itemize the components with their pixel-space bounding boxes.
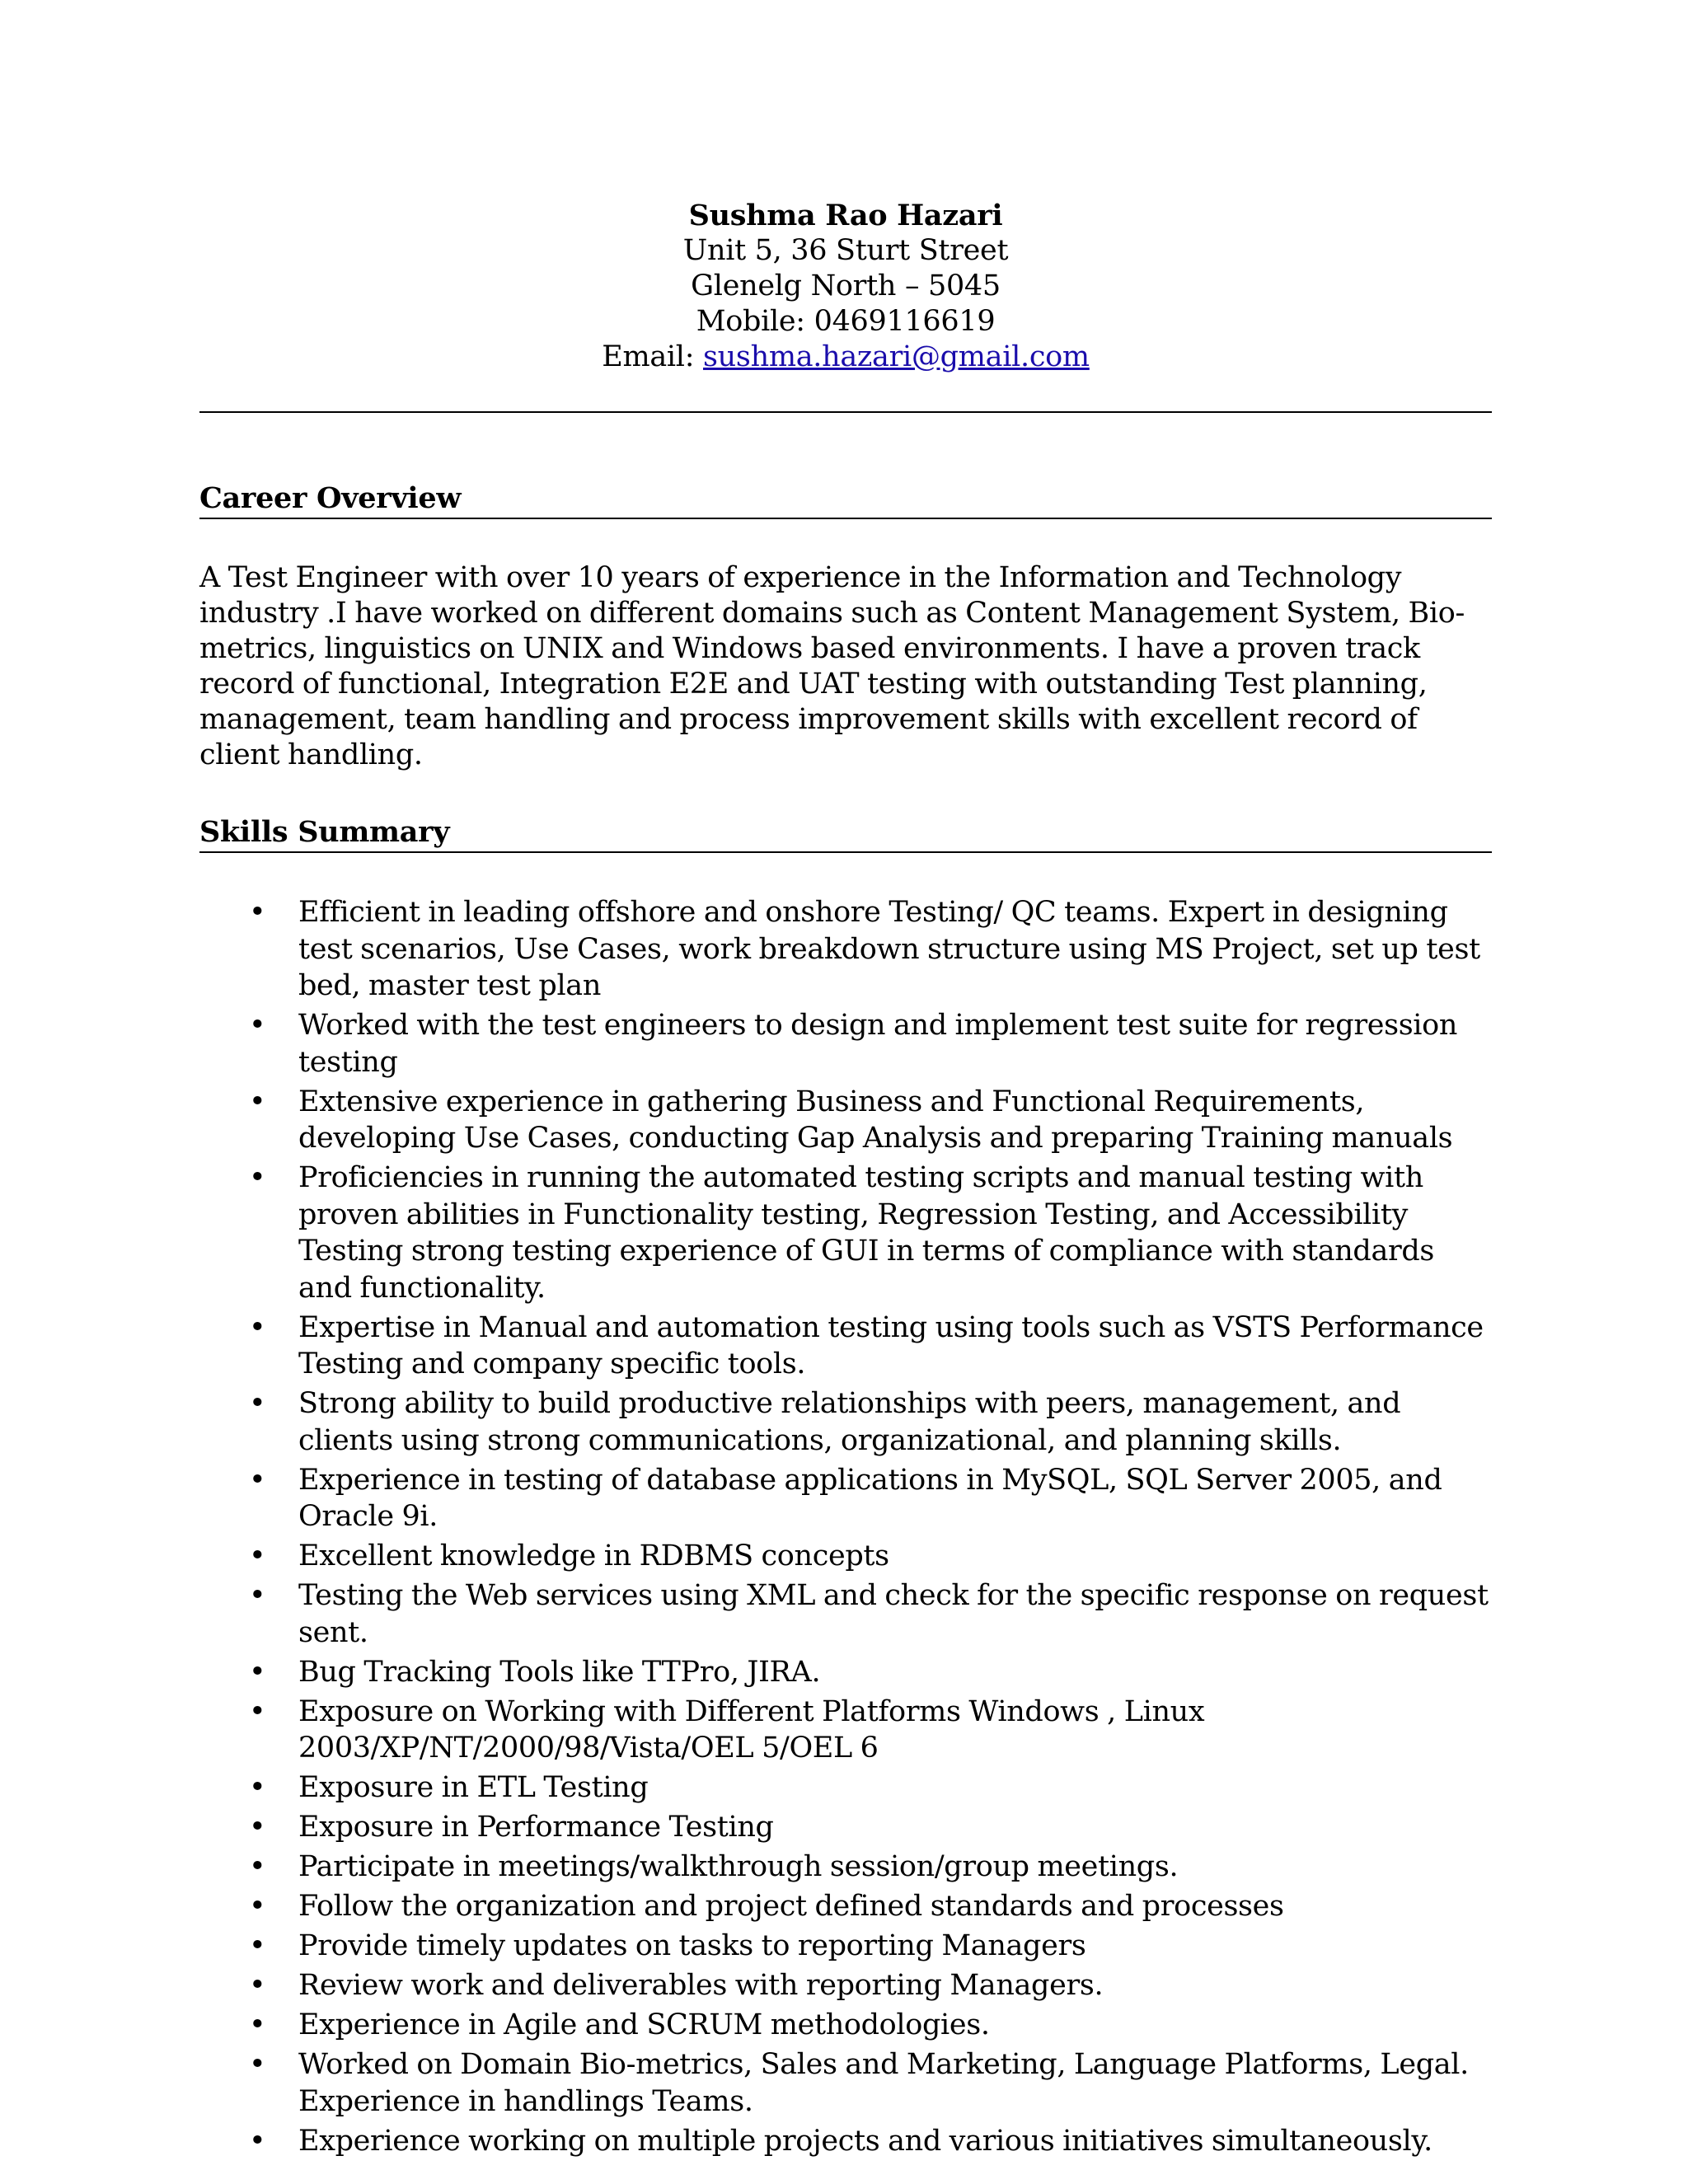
address-line-1: Unit 5, 36 Sturt Street bbox=[682, 234, 1009, 267]
list-item bbox=[199, 1849, 1492, 1886]
address-line-2: Glenelg North – 5045 bbox=[691, 269, 1001, 302]
list-item-text: Expertise in Manual and automation testing using tools such as VSTS Performance Testing and company specific tools. bbox=[298, 1310, 1484, 1380]
skills-summary-heading: Skills Summary bbox=[199, 814, 1492, 853]
email-link[interactable]: sushma.hazari@gmail.com bbox=[703, 340, 1090, 373]
list-item bbox=[199, 2046, 1492, 2120]
list-item bbox=[199, 1928, 1492, 1965]
career-overview-heading: Career Overview bbox=[199, 480, 1492, 519]
list-item-text: Experience in Agile and SCRUM methodologies. bbox=[298, 2008, 990, 2041]
bullet-icon: • bbox=[249, 1310, 266, 1344]
bullet-icon: • bbox=[249, 2124, 266, 2158]
list-item-text: Review work and deliverables with reporting Managers. bbox=[298, 1969, 1104, 2002]
list-item-text: Participate in meetings/walkthrough session/group meetings. bbox=[298, 1850, 1179, 1883]
list-item bbox=[199, 1694, 1492, 1767]
career-overview-text: A Test Engineer with over 10 years of experience in the Information and Technology industry .I have worked on different domains such as Content Management System, Bio-metrics, linguistics on UNIX and Windows based environments. I have a proven track record of functional, Integration E2E and UAT testing with outstanding Test planning, management, team handling and process improvement skills with excellent record of client handling. bbox=[199, 561, 1465, 771]
list-item-text: Experience in testing of database applications in MySQL, SQL Server 2005, and Oracle 9i. bbox=[298, 1463, 1442, 1533]
list-item-text: Bug Tracking Tools like TTPro, JIRA. bbox=[298, 1655, 821, 1689]
list-item-text: Exposure on Working with Different Platforms Windows , Linux 2003/XP/NT/2000/98/Vista/OEL 5/OEL 6 bbox=[298, 1694, 1205, 1765]
bullet-icon: • bbox=[249, 2048, 266, 2081]
bullet-icon: • bbox=[249, 1009, 266, 1042]
bullet-icon: • bbox=[249, 1890, 266, 1923]
bullet-icon: • bbox=[249, 1463, 266, 1497]
resume-page bbox=[199, 198, 1492, 2163]
list-item bbox=[199, 1160, 1492, 1306]
skills-list bbox=[199, 894, 1492, 2159]
bullet-icon: • bbox=[249, 1387, 266, 1420]
list-item-text: Extensive experience in gathering Business and Functional Requirements, developing Use Cases, conducting Gap Analysis and preparing Training manuals bbox=[298, 1085, 1453, 1155]
list-item-text: Testing the Web services using XML and check for the specific response on request sent. bbox=[298, 1579, 1489, 1649]
list-item bbox=[199, 894, 1492, 1005]
list-item bbox=[199, 1007, 1492, 1080]
list-item bbox=[199, 1654, 1492, 1691]
list-item bbox=[199, 1888, 1492, 1925]
bullet-icon: • bbox=[249, 1811, 266, 1844]
list-item-text: Follow the organization and project defined standards and processes bbox=[298, 1890, 1284, 1923]
bullet-icon: • bbox=[249, 1655, 266, 1689]
list-item-text: Worked with the test engineers to design and implement test suite for regression testing bbox=[298, 1009, 1458, 1079]
bullet-icon: • bbox=[249, 1771, 266, 1804]
list-item-text: Strong ability to build productive relationships with peers, management, and clients using strong communications, organizational, and planning skills. bbox=[298, 1387, 1401, 1457]
bullet-icon: • bbox=[249, 896, 266, 929]
list-item bbox=[199, 1769, 1492, 1807]
list-item bbox=[199, 1385, 1492, 1459]
contact-header bbox=[199, 198, 1492, 375]
list-item-text: Worked on Domain Bio-metrics, Sales and Marketing, Language Platforms, Legal. Experience in handlings Teams. bbox=[298, 2048, 1469, 2118]
email-label: Email: bbox=[602, 340, 704, 373]
list-item-text: Proficiencies in running the automated testing scripts and manual testing with proven abilities in Functionality testing, Regression Testing, and Accessibility Testing strong testing experience of GUI in terms of compliance with standards and functionality. bbox=[298, 1161, 1435, 1305]
list-item bbox=[199, 2123, 1492, 2160]
list-item bbox=[199, 1462, 1492, 1535]
list-item-text: Experience working on multiple projects and various initiatives simultaneously. bbox=[298, 2124, 1432, 2158]
list-item-text: Exposure in ETL Testing bbox=[298, 1771, 649, 1804]
bullet-icon: • bbox=[249, 1161, 266, 1194]
list-item bbox=[199, 1577, 1492, 1651]
list-item-text: Exposure in Performance Testing bbox=[298, 1811, 774, 1844]
bullet-icon: • bbox=[249, 1085, 266, 1118]
list-item bbox=[199, 1538, 1492, 1575]
applicant-name: Sushma Rao Hazari bbox=[688, 199, 1003, 232]
list-item bbox=[199, 1967, 1492, 2004]
bullet-icon: • bbox=[249, 1969, 266, 2002]
list-item-text: Provide timely updates on tasks to reporting Managers bbox=[298, 1929, 1086, 1962]
mobile-number: Mobile: 0469116619 bbox=[696, 305, 996, 338]
list-item-text: Excellent knowledge in RDBMS concepts bbox=[298, 1540, 889, 1572]
list-item bbox=[199, 2007, 1492, 2044]
list-item bbox=[199, 1809, 1492, 1846]
list-item bbox=[199, 1084, 1492, 1157]
bullet-icon: • bbox=[249, 1850, 266, 1883]
list-item-text: Efficient in leading offshore and onshore Testing/ QC teams. Expert in designing test scenarios, Use Cases, work breakdown structure using MS Project, set up test bed, master test plan bbox=[298, 896, 1480, 1002]
bullet-icon: • bbox=[249, 1579, 266, 1612]
bullet-icon: • bbox=[249, 1929, 266, 1962]
bullet-icon: • bbox=[249, 1694, 266, 1728]
list-item bbox=[199, 1310, 1492, 1383]
header-divider bbox=[199, 411, 1492, 413]
email-line bbox=[199, 340, 1492, 375]
bullet-icon: • bbox=[249, 2008, 266, 2041]
bullet-icon: • bbox=[249, 1540, 266, 1572]
